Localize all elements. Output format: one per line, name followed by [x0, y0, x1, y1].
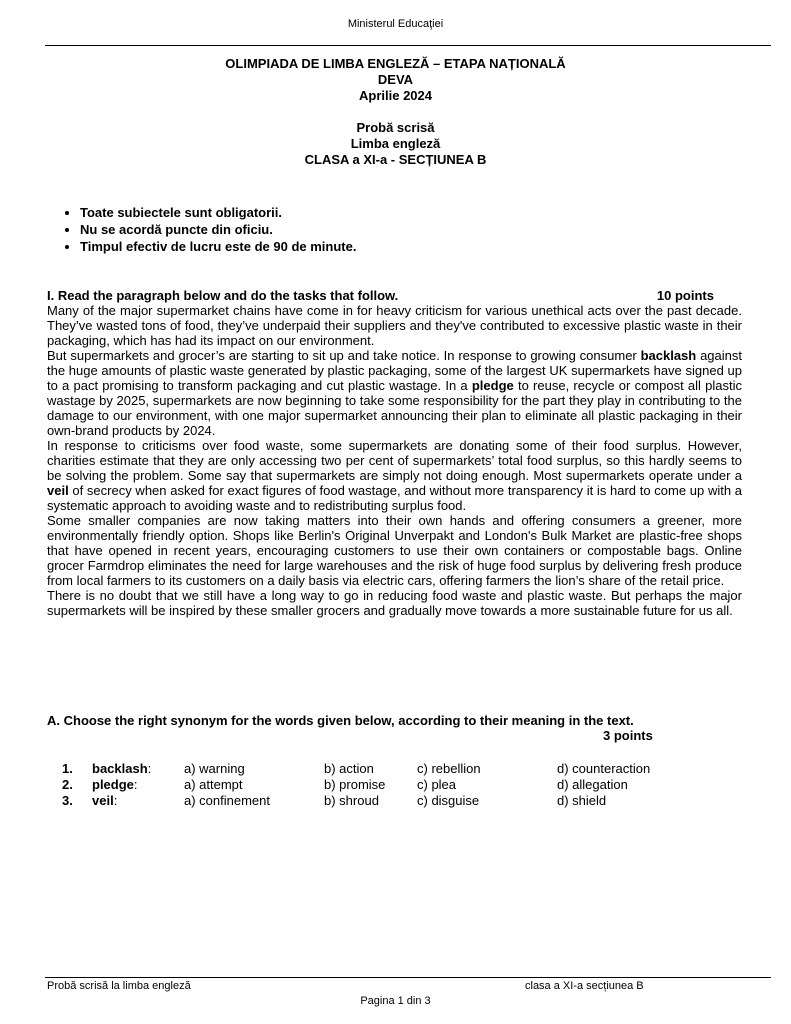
item-word [92, 793, 184, 809]
option-d: d) allegation [557, 777, 628, 792]
option-a: a) attempt [184, 777, 243, 792]
option-b: b) action [324, 761, 374, 776]
table-row [62, 793, 650, 809]
table-row [62, 777, 650, 793]
option-a: a) warning [184, 761, 245, 776]
paragraph-text: of secrecy when asked for exact figures of food wastage, and without more transparency it is hard to come up with a systematic approach to avoiding waste and to redistributing surplus food. [47, 483, 742, 513]
item-number: 3. [62, 793, 73, 808]
title-spacer [0, 104, 791, 120]
footer-divider [45, 977, 771, 978]
item-word-sep: : [147, 761, 152, 776]
header-divider [45, 45, 771, 46]
option-d: d) shield [557, 793, 607, 808]
option-d: d) counteraction [557, 761, 651, 776]
paragraph-3 [47, 438, 742, 513]
paragraph-text: In response to criticisms over food waste, some supermarkets are donating some of their food surplus. However, charities estimate that they are only accessing two per cent of supermarkets’ total food surplus, so this hardly seems to be solving the problem. Some say that supermarkets are simply not doing enough. Most supermarkets operate under a [47, 438, 742, 483]
item-number: 2. [62, 777, 73, 792]
page-number: Pagina 1 din 3 [360, 995, 431, 1007]
exam-rules-list [40, 204, 356, 255]
item-word-text: veil [92, 793, 114, 808]
footer-class-label: clasa a XI-a secțiunea B [525, 980, 644, 992]
item-word [92, 777, 184, 793]
rule-item: • Timpul efectiv de lucru este de 90 de minute. [80, 238, 356, 255]
option-b: b) shroud [324, 793, 379, 808]
keyword-pledge: pledge [471, 378, 514, 393]
option-c: c) plea [417, 777, 457, 792]
section-heading-text: I. Read the paragraph below and do the tasks that follow. [47, 288, 399, 303]
paragraph-text: to reuse, recycle or compost all plastic wastage by 2025, supermarkets are now beginning to take some responsibility for the part they play in contributing to the damage to our environment, with one major supermarket announcing their plan to eliminate all plastic packaging in their own-brand products by 2024. [47, 378, 742, 438]
title-block [0, 56, 791, 168]
paragraph-1: Many of the major supermarket chains have come in for heavy criticism for various unethical acts over the past decade. They’ve wasted tons of food, they’ve underpaid their suppliers and they've contributed to excessive plastic waste in their packaging, which has had its impact on our environment. [47, 303, 742, 348]
reading-passage [47, 303, 742, 618]
option-a: a) confinement [184, 793, 270, 808]
task-a-heading [47, 713, 742, 743]
paragraph-5: There is no doubt that we still have a long way to go in reducing food waste and plastic waste. But perhaps the major supermarkets will be inspired by these smaller grocers and gradually move towards a more sustainable future for us all. [47, 588, 742, 618]
item-number: 1. [62, 761, 73, 776]
olympiad-title: OLIMPIADA DE LIMBA ENGLEZĂ – ETAPA NAȚIONALĂ [225, 56, 566, 71]
item-word [92, 761, 184, 777]
synonym-options-table [62, 761, 650, 809]
page-header-ministry: Ministerul Educaţiei [347, 18, 444, 30]
location-title: DEVA [377, 72, 414, 87]
footer-exam-label: Probă scrisă la limba engleză [47, 980, 191, 992]
keyword-veil: veil [47, 483, 69, 498]
exam-type-title: Probă scrisă [356, 120, 435, 135]
item-word-text: pledge [92, 777, 134, 792]
option-b: b) promise [324, 777, 386, 792]
paragraph-text: But supermarkets and grocer’s are starting to sit up and take notice. In response to growing consumer [47, 348, 641, 363]
option-c: c) rebellion [417, 761, 481, 776]
section-points: 10 points [656, 288, 714, 303]
task-a-points: 3 points [603, 728, 653, 743]
item-word-sep: : [133, 777, 138, 792]
table-row [62, 761, 650, 777]
task-a-instruction: A. Choose the right synonym for the words given below, according to their meaning in the text. [47, 713, 634, 728]
paragraph-text: against the huge amounts of plastic waste generated by plastic packaging, some of the largest UK supermarkets have signed up to a pact promising to transform packaging and cut plastic wastage. In a [47, 348, 742, 393]
option-c: c) disguise [417, 793, 480, 808]
paragraph-2 [47, 348, 742, 438]
date-title: Aprilie 2024 [359, 88, 432, 103]
item-word-text: backlash [92, 761, 148, 776]
subject-title: Limba engleză [350, 136, 441, 151]
paragraph-4: Some smaller companies are now taking matters into their own hands and offering consumers a greener, more environmentally friendly option. Shops like Berlin's Original Unverpakt and London's Bulk Market are plastic-free shops that have opened in recent years, encouraging customers to use their own containers or compostable bags. Online grocer Farmdrop eliminates the need for large warehouses and the risk of huge food surplus by delivering fresh produce from local farmers to its customers on a daily basis via electric cars, offering farmers the lion’s share of the retail price. [47, 513, 742, 588]
section-heading [47, 288, 714, 303]
keyword-backlash: backlash [640, 348, 697, 363]
rule-item: • Nu se acordă puncte din oficiu. [80, 221, 356, 238]
rule-item: • Toate subiectele sunt obligatorii. [80, 204, 356, 221]
item-word-sep: : [113, 793, 118, 808]
class-title: CLASA a XI-a - SECȚIUNEA B [304, 152, 487, 167]
